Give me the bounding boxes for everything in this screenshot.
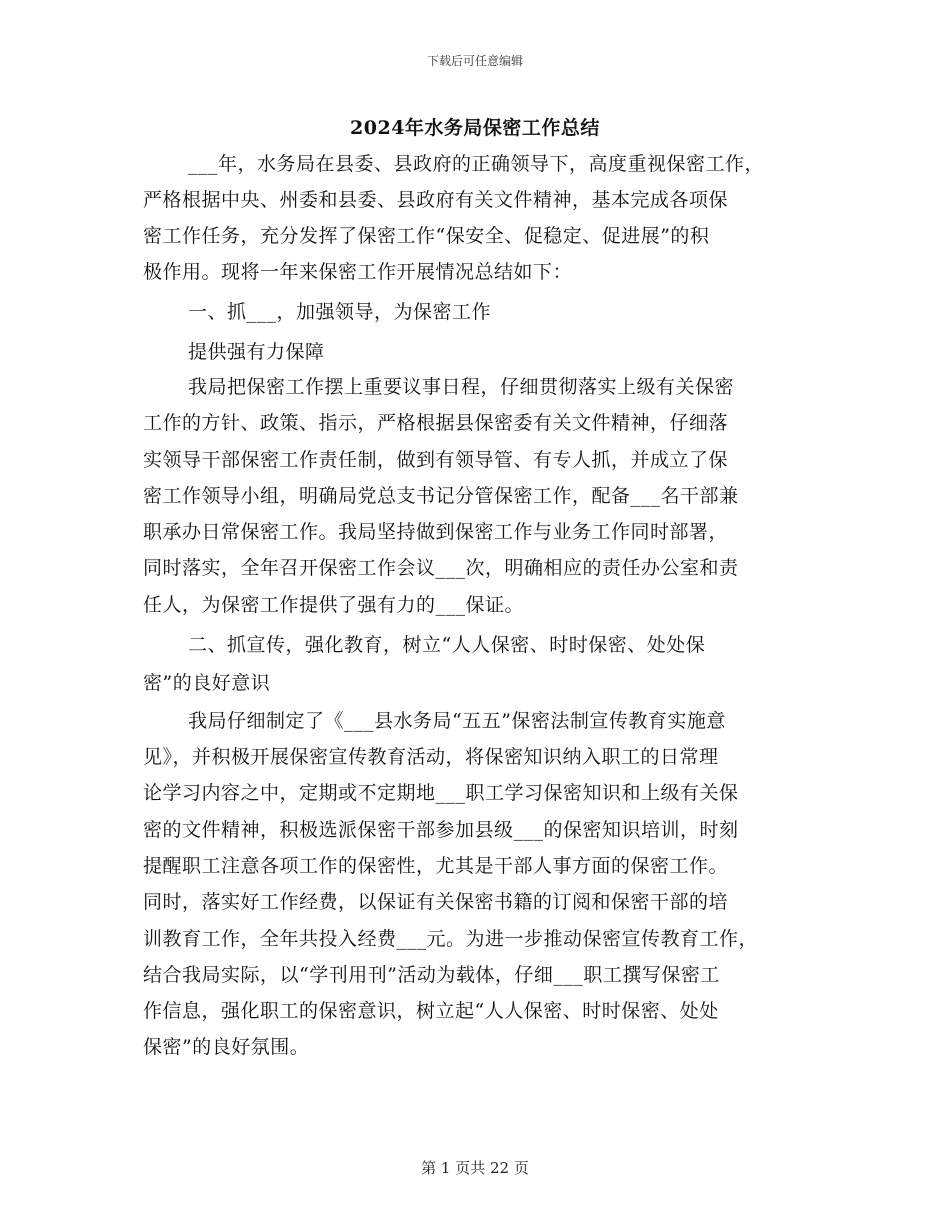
body-line-9: 职承办日常保密工作。我局坚持做到保密工作与业务工作同时部署， <box>143 521 729 543</box>
body-line-10: 同时落实，全年召开保密工作会议___次，明确相应的责任办公室和责 <box>143 557 739 579</box>
body-line-16: 提醒职工注意各项工作的保密性，尤其是干部人事方面的保密工作。 <box>143 855 729 877</box>
section-heading-1-line-2: 提供强有力保障 <box>188 341 325 363</box>
section-heading-2-line-2: 密”的良好意识 <box>143 672 271 694</box>
section-heading-2-line-1: 二、抓宣传，强化教育，树立“人人保密、时时保密、处处保 <box>188 634 706 656</box>
body-line-17: 同时，落实好工作经费，以保证有关保密书籍的订阅和保密干部的培 <box>143 891 729 913</box>
section-heading-1-line-1: 一、抓___，加强领导，为保密工作 <box>188 301 492 323</box>
header-note: 下载后可任意编辑 <box>426 54 523 68</box>
body-line-13: 见》，并积极开展保密宣传教育活动，将保密知识纳入职工的日常理 <box>143 746 719 768</box>
body-line-7: 实领导干部保密工作责任制，做到有领导管、有专人抓，并成立了保 <box>143 449 729 471</box>
body-line-20: 作信息，强化职工的保密意识，树立起“人人保密、时时保密、处处 <box>143 1000 719 1022</box>
body-line-3: 密工作任务，充分发挥了保密工作“保安全、促稳定、促进展”的积 <box>143 225 710 247</box>
body-line-5: 我局把保密工作摆上重要议事日程，仔细贯彻落实上级有关保密 <box>188 376 735 398</box>
body-line-12: 我局仔细制定了《___县水务局“五五”保密法制宣传教育实施意 <box>188 710 726 732</box>
body-line-15: 密的文件精神，积极选派保密干部参加县级___的保密知识培训，时刻 <box>143 819 739 841</box>
body-line-11: 任人，为保密工作提供了强有力的___保证。 <box>143 594 525 616</box>
body-line-21: 保密”的良好氛围。 <box>143 1036 310 1058</box>
document-title: 2024年水务局保密工作总结 <box>350 117 600 139</box>
body-line-4: 极作用。现将一年来保密工作开展情况总结如下： <box>143 261 573 283</box>
body-line-1: ___年，水务局在县委、县政府的正确领导下，高度重视保密工作， <box>188 153 765 175</box>
page-footer: 第 1 页共 22 页 <box>421 1159 529 1177</box>
body-line-8: 密工作领导小组，明确局党总支书记分管保密工作，配备___名干部兼 <box>143 485 739 507</box>
body-line-2: 严格根据中央、州委和县委、县政府有关文件精神，基本完成各项保 <box>143 189 729 211</box>
body-line-14: 论学习内容之中，定期或不定期地___职工学习保密知识和上级有关保 <box>143 782 739 804</box>
body-line-6: 工作的方针、政策、指示，严格根据县保密委有关文件精神，仔细落 <box>143 412 729 434</box>
body-line-18: 训教育工作，全年共投入经费___元。为进一步推动保密宣传教育工作， <box>143 928 759 950</box>
body-line-19: 结合我局实际，以“学刊用刊”活动为载体，仔细___职工撰写保密工 <box>143 964 720 986</box>
